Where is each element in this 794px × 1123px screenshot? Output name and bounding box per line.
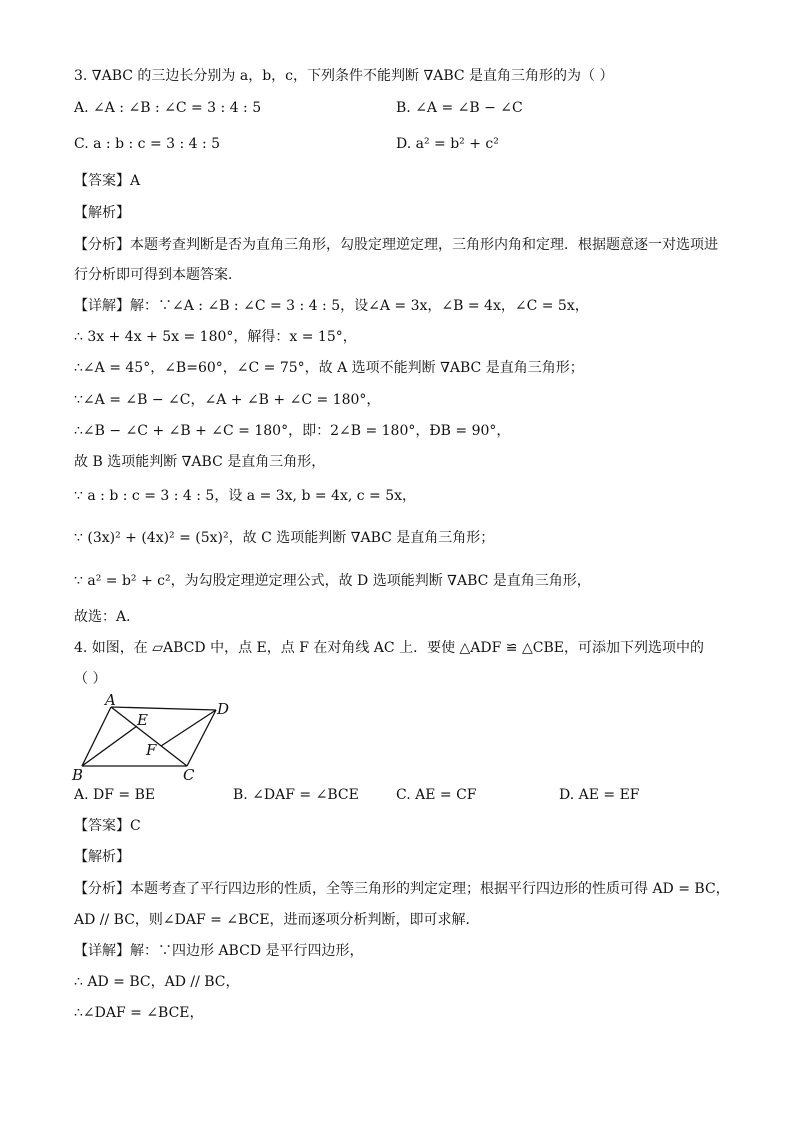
q3-analysis-line-2: 行分析即可得到本题答案． bbox=[74, 267, 242, 283]
label-f: F bbox=[146, 741, 157, 759]
q4-option-a: A. DF = BE bbox=[74, 787, 156, 803]
q4-analysis-line-4: ∴ AD = BC，AD // BC， bbox=[74, 974, 240, 990]
label-a: A bbox=[105, 692, 116, 709]
label-b: B bbox=[72, 766, 84, 782]
q3-analysis-heading: 【解析】 bbox=[74, 205, 130, 221]
q3-option-b: B. ∠A = ∠B − ∠C bbox=[396, 100, 523, 116]
q3-analysis-line-10: ∵ (3x)² + (4x)² = (5x)²，故 C 选项能判断 ∇ABC 是直角三角形； bbox=[74, 530, 495, 546]
q4-analysis-heading: 【解析】 bbox=[74, 849, 130, 865]
q3-option-a: A. ∠A : ∠B : ∠C = 3 : 4 : 5 bbox=[74, 100, 262, 116]
q3-analysis-line-6: ∵∠A = ∠B − ∠C，∠A + ∠B + ∠C = 180°， bbox=[74, 392, 381, 408]
segment-df bbox=[161, 710, 216, 746]
label-c: C bbox=[183, 766, 195, 782]
q4-analysis-line-2: AD // BC，则∠DAF = ∠BCE，进而逐项分析判断，即可求解． bbox=[74, 912, 480, 928]
side-ab bbox=[82, 707, 111, 766]
q3-analysis-line-11: ∵ a² = b² + c²，为勾股定理逆定理公式，故 D 选项能判断 ∇ABC 是直角三角形， bbox=[74, 573, 591, 589]
q3-analysis-line-7: ∴∠B − ∠C + ∠B + ∠C = 180°，即：2∠B = 180°，ÐB = 90°， bbox=[74, 423, 511, 439]
q4-answer: 【答案】C bbox=[74, 818, 141, 834]
q4-analysis-line-3: 【详解】解：∵四边形 ABCD 是平行四边形， bbox=[74, 943, 364, 959]
q4-option-d: D. AE = EF bbox=[559, 787, 640, 803]
side-ad bbox=[111, 707, 216, 710]
q3-analysis-line-4: ∴ 3x + 4x + 5x = 180°，解得：x = 15°， bbox=[74, 329, 357, 345]
q3-analysis-line-8: 故 B 选项能判断 ∇ABC 是直角三角形， bbox=[74, 454, 326, 470]
q3-analysis-line-3: 【详解】解：∵∠A : ∠B : ∠C = 3 : 4 : 5，设∠A = 3x，∠B = 4x，∠C = 5x， bbox=[74, 298, 589, 314]
q4-stem-bracket: （ ） bbox=[74, 671, 107, 687]
parallelogram-figure bbox=[70, 692, 240, 782]
q4-option-b: B. ∠DAF = ∠BCE bbox=[233, 787, 359, 803]
q3-answer: 【答案】A bbox=[74, 173, 141, 189]
label-d: D bbox=[217, 700, 230, 718]
q4-stem: 4. 如图，在 ▱ABCD 中，点 E，点 F 在对角线 AC 上．要使 △ADF ≌ △CBE，可添加下列选项中的 bbox=[74, 640, 704, 656]
q4-analysis-line-5: ∴∠DAF = ∠BCE， bbox=[74, 1005, 204, 1021]
q4-analysis-line-1: 【分析】本题考查了平行四边形的性质，全等三角形的判定定理；根据平行四边形的性质可得 AD = BC， bbox=[74, 881, 730, 897]
q3-stem: 3. ∇ABC 的三边长分别为 a，b，c，下列条件不能判断 ∇ABC 是直角三角形的为（ ） bbox=[74, 68, 614, 84]
side-cd bbox=[187, 710, 216, 766]
q4-option-c: C. AE = CF bbox=[396, 787, 477, 803]
segment-be bbox=[82, 726, 137, 766]
q3-analysis-line-9: ∵ a : b : c = 3 : 4 : 5，设 a = 3x, b = 4x, c = 5x， bbox=[74, 488, 417, 504]
label-e: E bbox=[137, 711, 148, 729]
q3-analysis-line-1: 【分析】本题考查判断是否为直角三角形，勾股定理逆定理，三角形内角和定理．根据题意逐一对选项进 bbox=[74, 237, 718, 253]
q3-analysis-line-12: 故选：A． bbox=[74, 609, 141, 625]
q3-analysis-line-5: ∴∠A = 45°，∠B=60°，∠C = 75°，故 A 选项不能判断 ∇ABC 是直角三角形； bbox=[74, 360, 584, 376]
q3-option-c: C. a : b : c = 3 : 4 : 5 bbox=[74, 136, 221, 152]
q3-option-d: D. a² = b² + c² bbox=[396, 136, 499, 152]
